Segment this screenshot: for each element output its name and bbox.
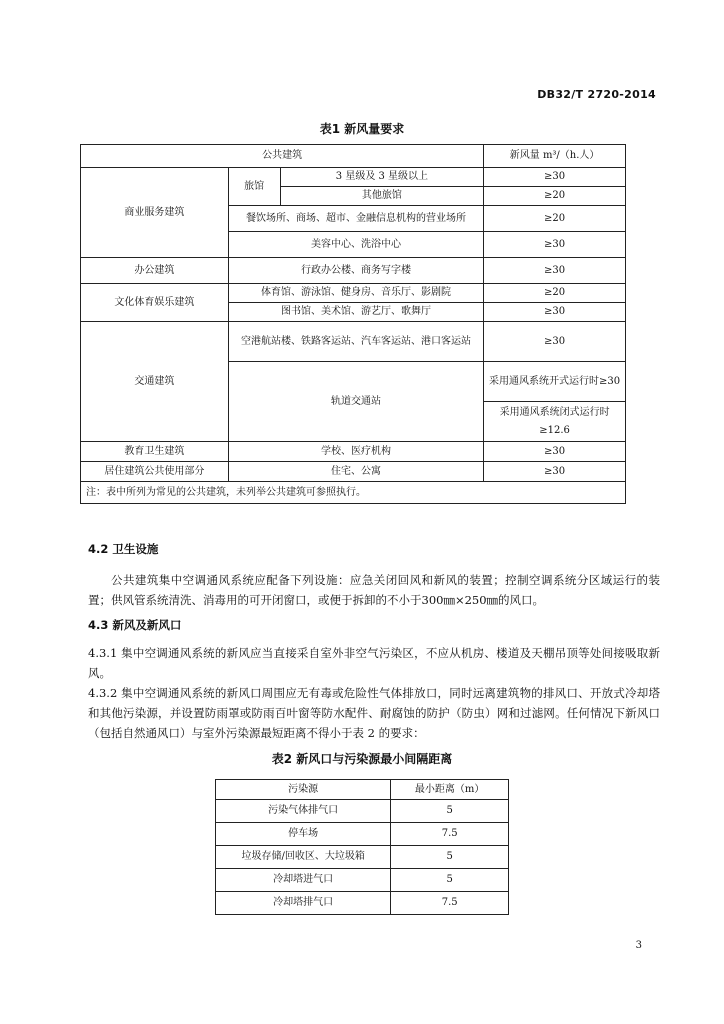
section-4-3-heading: 4.3 新风及新风口 bbox=[88, 618, 182, 632]
section-4-3-1-paragraph: 4.3.1 集中空调通风系统的新风应当直接采自室外非空气污染区，不应从机房、楼道及天棚吊顶等处间接吸取新风。 bbox=[88, 646, 660, 680]
subcategory-cell: 旅馆 bbox=[228, 168, 280, 206]
distance-cell: 7.5 bbox=[391, 823, 509, 846]
table2-head-distance: 最小距离（m） bbox=[391, 780, 509, 800]
value-cell: ≥30 bbox=[484, 258, 626, 284]
desc-cell: 空港航站楼、铁路客运站、汽车客运站、港口客运站 bbox=[228, 322, 484, 362]
source-cell: 冷却塔排气口 bbox=[216, 892, 391, 915]
category-cell: 办公建筑 bbox=[81, 258, 229, 284]
page-number: 3 bbox=[635, 940, 642, 951]
desc-cell: 3 星级及 3 星级以上 bbox=[280, 168, 484, 187]
distance-cell: 5 bbox=[391, 846, 509, 869]
standard-code: DB32/T 2720-2014 bbox=[537, 88, 656, 101]
table1-head-value: 新风量 m³/（h.人） bbox=[484, 145, 626, 168]
category-cell: 教育卫生建筑 bbox=[81, 442, 229, 462]
category-cell: 居住建筑公共使用部分 bbox=[81, 462, 229, 482]
category-cell: 交通建筑 bbox=[81, 322, 229, 442]
fresh-air-requirement-table bbox=[80, 144, 626, 504]
desc-cell: 轨道交通站 bbox=[228, 362, 484, 442]
value-cell: ≥30 bbox=[484, 232, 626, 258]
value-cell: ≥20 bbox=[484, 206, 626, 232]
value-cell: 采用通风系统闭式运行时≥12.6 bbox=[484, 402, 626, 442]
value-cell: ≥30 bbox=[484, 303, 626, 322]
desc-cell: 学校、医疗机构 bbox=[228, 442, 484, 462]
table1-caption: 表1 新风量要求 bbox=[319, 122, 405, 136]
min-distance-table bbox=[215, 779, 509, 915]
distance-cell: 5 bbox=[391, 800, 509, 823]
desc-cell: 住宅、公寓 bbox=[228, 462, 484, 482]
value-cell: ≥20 bbox=[484, 187, 626, 206]
desc-cell: 图书馆、美术馆、游艺厅、歌舞厅 bbox=[228, 303, 484, 322]
source-cell: 停车场 bbox=[216, 823, 391, 846]
table1-note: 注：表中所列为常见的公共建筑，未列举公共建筑可参照执行。 bbox=[81, 482, 626, 504]
table2-caption: 表2 新风口与污染源最小间隔距离 bbox=[271, 752, 453, 766]
value-cell: ≥20 bbox=[484, 284, 626, 303]
desc-cell: 行政办公楼、商务写字楼 bbox=[228, 258, 484, 284]
category-cell: 文化体育娱乐建筑 bbox=[81, 284, 229, 322]
desc-cell: 餐饮场所、商场、超市、金融信息机构的营业场所 bbox=[228, 206, 484, 232]
value-cell: 采用通风系统开式运行时≥30 bbox=[484, 362, 626, 402]
section-4-3-2-paragraph: 4.3.2 集中空调通风系统的新风口周围应无有毒或危险性气体排放口，同时远离建筑物的排风口、开放式冷却塔和其他污染源，并设置防雨罩或防雨百叶窗等防水配件、耐腐蚀的防护（防虫）网和过滤网。任何情况下新风口（包括自然通风口）与室外污染源最短距离不得小于表 2 的要求： bbox=[88, 686, 660, 740]
desc-cell: 美容中心、洗浴中心 bbox=[228, 232, 484, 258]
table1-head-category: 公共建筑 bbox=[81, 145, 484, 168]
category-cell: 商业服务建筑 bbox=[81, 168, 229, 258]
value-cell: ≥30 bbox=[484, 462, 626, 482]
distance-cell: 5 bbox=[391, 869, 509, 892]
desc-cell: 其他旅馆 bbox=[280, 187, 484, 206]
section-4-2-paragraph: 公共建筑集中空调通风系统应配备下列设施：应急关闭回风和新风的装置；控制空调系统分区域运行的装置；供风管系统清洗、消毒用的可开闭窗口，或便于拆卸的不小于300㎜×250㎜的风口。 bbox=[88, 573, 660, 607]
value-cell: ≥30 bbox=[484, 322, 626, 362]
value-cell: ≥30 bbox=[484, 442, 626, 462]
source-cell: 冷却塔进气口 bbox=[216, 869, 391, 892]
desc-cell: 体育馆、游泳馆、健身房、音乐厅、影剧院 bbox=[228, 284, 484, 303]
value-cell: ≥30 bbox=[484, 168, 626, 187]
table2-head-source: 污染源 bbox=[216, 780, 391, 800]
source-cell: 垃圾存储/回收区、大垃圾箱 bbox=[216, 846, 391, 869]
distance-cell: 7.5 bbox=[391, 892, 509, 915]
source-cell: 污染气体排气口 bbox=[216, 800, 391, 823]
section-4-2-heading: 4.2 卫生设施 bbox=[88, 542, 159, 556]
